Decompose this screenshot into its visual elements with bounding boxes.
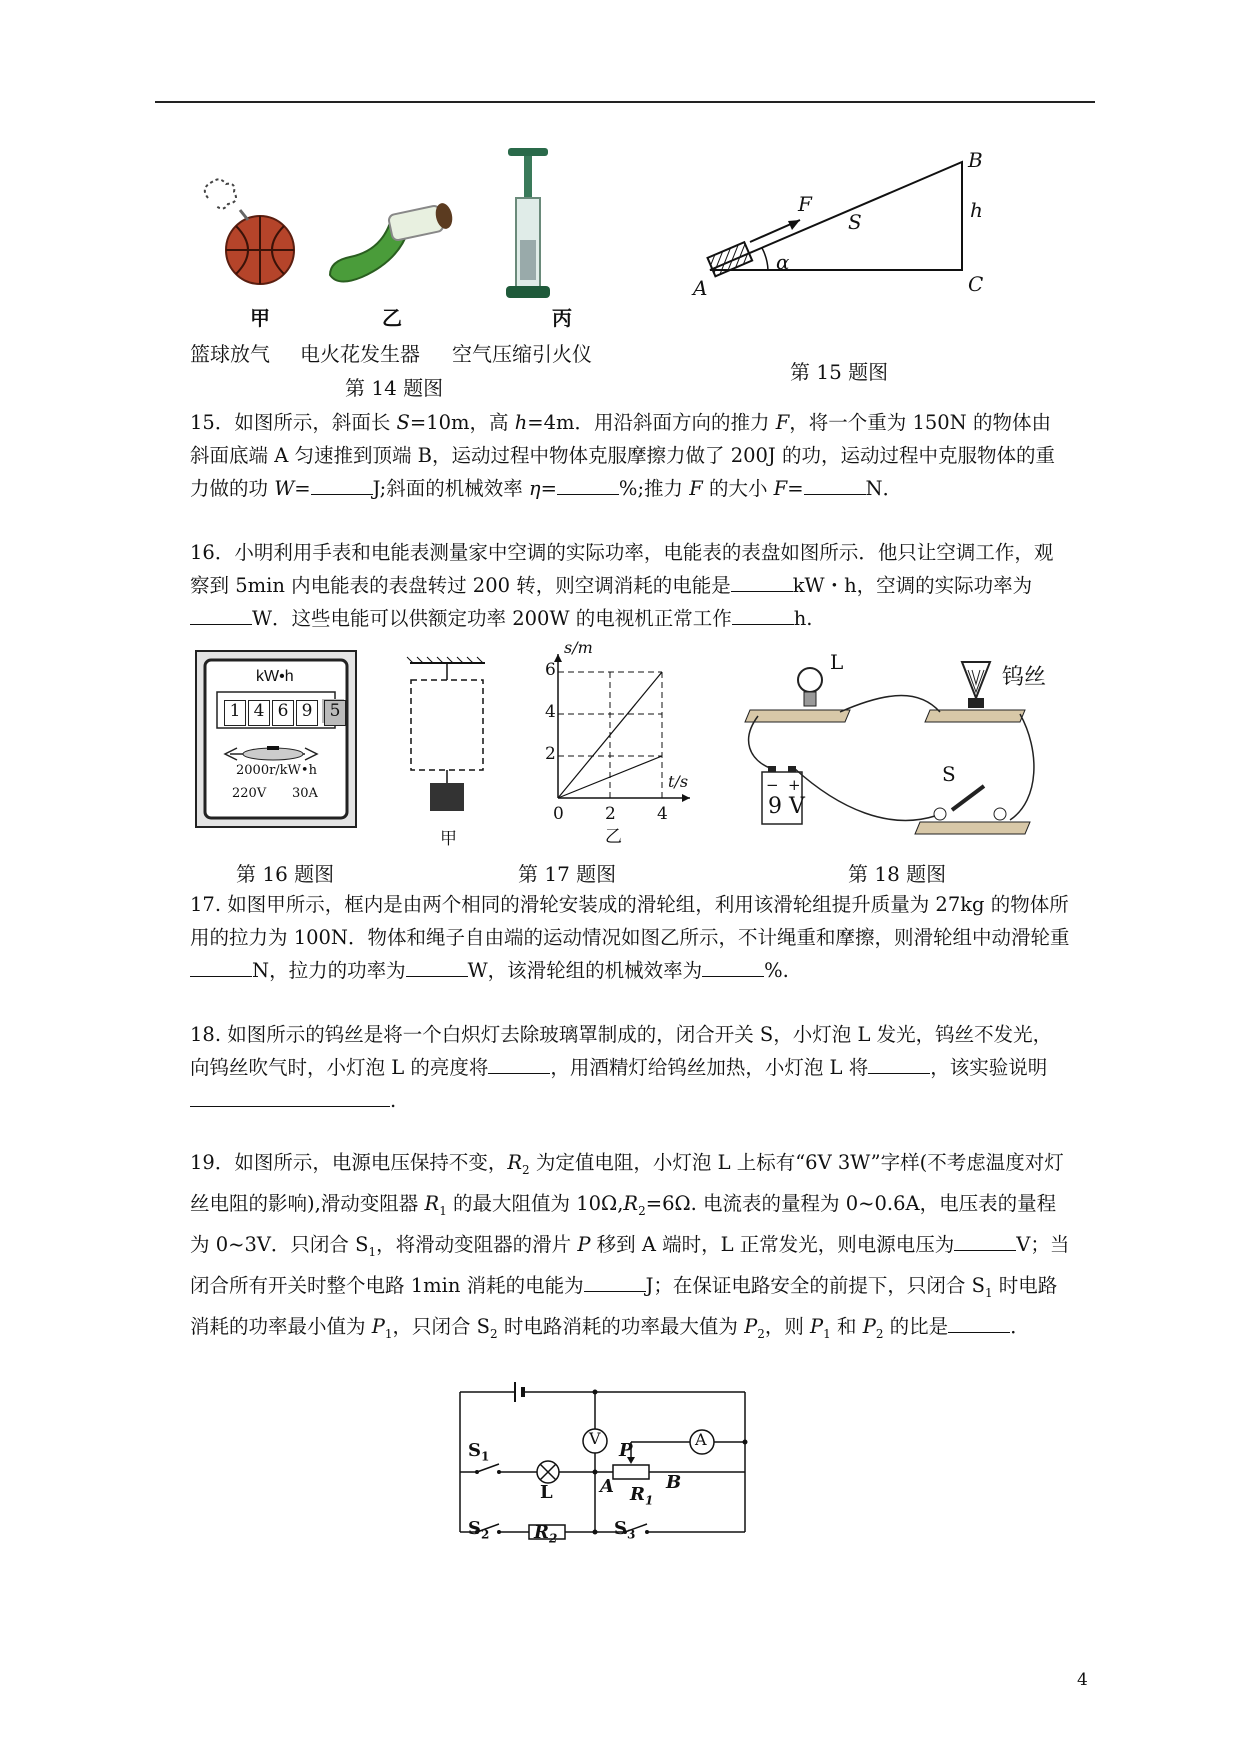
meter-rate: 2000r/kW•h (236, 763, 317, 778)
rheostat-B-end: B (666, 1472, 682, 1493)
question-18: 18. 如图所示的钨丝是将一个白炽灯去除玻璃罩制成的，闭合开关 S，小灯泡 L 发光，钨丝不发光，向钨丝吹气时，小灯泡 L 的亮度将 ，用酒精灯给钨丝加热，小灯泡 L 将 ，该实验说明. (190, 1023, 1053, 1112)
fig18-label-S: S (942, 762, 956, 786)
switch-S1-label: $S_1$ (468, 1440, 490, 1464)
meter-digit: 1 (224, 700, 246, 726)
meter-unit: kW•h (256, 668, 294, 685)
fig14-illustrations (190, 140, 630, 320)
fig17-xtick: 2 (605, 804, 616, 824)
fig17-xtick: 0 (553, 804, 564, 824)
switch-S2-label: $S_2$ (468, 1518, 490, 1542)
voltmeter-label: V (589, 1429, 601, 1448)
answer-blank[interactable] (190, 1088, 390, 1107)
fig17-pulley-system (405, 655, 495, 830)
fig15-label-F: F (798, 192, 812, 216)
meter-digits (224, 700, 346, 726)
answer-blank[interactable] (190, 606, 252, 625)
answer-blank[interactable] (702, 958, 764, 977)
ammeter-label: A (695, 1430, 707, 1449)
fig18-title: 第 18 题图 (848, 862, 947, 886)
fig18-label-L: L (830, 650, 844, 674)
resistor-R2-label: $R_2$ (534, 1522, 558, 1546)
answer-blank[interactable] (868, 1055, 930, 1074)
fig17-label-yi: 乙 (605, 827, 622, 847)
fig17-ytick: 4 (545, 702, 556, 722)
fig15-label-B: B (968, 148, 983, 172)
fig17-title: 第 17 题图 (518, 862, 617, 886)
meter-digit-decimal: 5 (324, 700, 346, 726)
answer-blank[interactable] (190, 958, 252, 977)
question-16: 16．小明利用手表和电能表测量家中空调的实际功率，电能表的表盘如图所示．他只让空调工作，观察到 5min 内电能表的表盘转过 200 转，则空调消耗的电能是 kW・h，空调的实际功率为W．这些电能可以供额定功率 200W 的电视机正常工作 h. (190, 541, 1054, 630)
spark-generator-image (330, 202, 455, 282)
fig16-title: 第 16 题图 (236, 862, 335, 886)
fig17-st-graph (540, 648, 700, 818)
fig17-ytick: 2 (545, 744, 556, 764)
answer-blank[interactable] (732, 606, 794, 625)
fig14-caption-3: 空气压缩引火仪 (452, 342, 592, 366)
meter-current: 30A (292, 786, 318, 801)
answer-blank[interactable] (311, 476, 373, 495)
answer-blank[interactable] (488, 1055, 550, 1074)
fig18-battery-minus: − (766, 776, 779, 794)
meter-digit: 4 (248, 700, 270, 726)
series-rope-end (558, 672, 662, 798)
fig18-label-tungsten: 钨丝 (1002, 665, 1047, 690)
fig15-label-alpha: α (776, 250, 790, 274)
question-19: 19．如图所示，电源电压保持不变，$R_2$ 为定值电阻，小灯泡 L 上标有“6V 3W”字样(不考虑温度对灯丝电阻的影响),滑动变阻器 $R_1$ 的最大阻值为 $10\Omega,R_2=6\Omega$. 电流表的量程为 0~0.6A，电压表的量程为 0~3V．只闭合 $S_1$，将滑动变阻器的滑片 P 移到 A 端时，L 正常发光，则电源电压为 V；当闭合所有开关时整个电路 1min 消耗的电能为 J；在保证电路安全的前提下，只闭合 $S_1$ 时电路消耗的功率最小值为 $P_1$，只闭合 $S_2$ 时电路消耗的功率最大值为 $P_2$，则 $P_1$ 和 $P_2$ 的比是 ． (190, 1151, 1070, 1341)
page-number: 4 (1077, 1670, 1088, 1690)
answer-blank[interactable] (731, 573, 793, 592)
fig15-title: 第 15 题图 (790, 360, 889, 384)
fig15-label-C: C (968, 272, 984, 296)
answer-blank[interactable] (557, 476, 619, 495)
circuit-diagram (455, 1380, 755, 1540)
resistor-R1-label: $R_1$ (630, 1484, 654, 1508)
fig17-label-jia: 甲 (440, 829, 457, 849)
meter-voltage: 220V (232, 786, 267, 801)
rheostat-A-end: A (600, 1476, 614, 1497)
answer-blank[interactable] (948, 1314, 1010, 1333)
answer-blank[interactable] (584, 1273, 646, 1292)
answer-blank[interactable] (804, 476, 866, 495)
fig14-label-yi: 乙 (382, 306, 402, 330)
slider-P-label: P (619, 1440, 633, 1461)
answer-blank[interactable] (406, 958, 468, 977)
fig18-battery-label: 9 V (768, 794, 805, 819)
fig17-xtick: 4 (657, 804, 668, 824)
fig14-title: 第 14 题图 (345, 376, 444, 400)
fig18-battery-plus: + (788, 776, 801, 794)
fig14-label-bing: 丙 (552, 306, 572, 330)
lamp-L-label: L (540, 1482, 553, 1503)
fig17-ylabel: s/m (564, 638, 593, 657)
basketball-image (205, 179, 294, 284)
air-compression-igniter-image (506, 148, 550, 298)
fig17-ytick: 6 (545, 660, 556, 680)
fig17-xlabel: t/s (668, 772, 689, 791)
switch-S3-label: $S_3$ (614, 1518, 636, 1542)
fig14-caption-1: 篮球放气 (190, 342, 270, 366)
answer-blank[interactable] (954, 1232, 1016, 1251)
fig14-caption-2: 电火花发生器 (300, 342, 420, 366)
header-rule (155, 101, 1095, 103)
question-17: 17. 如图甲所示，框内是由两个相同的滑轮安装成的滑轮组，利用该滑轮组提升质量为 27kg 的物体所用的拉力为 100N．物体和绳子自由端的运动情况如图乙所示，不计绳重和摩擦，则滑轮组中动滑轮重N，拉力的功率为 W，该滑轮组的机械效率为 %. (190, 893, 1070, 982)
fig15-label-h: h (970, 198, 983, 222)
meter-digit: 6 (272, 700, 294, 726)
fig14-label-jia: 甲 (250, 306, 270, 330)
meter-digit: 9 (296, 700, 318, 726)
fig15-label-A: A (693, 276, 708, 300)
question-15: 15．如图所示，斜面长 S=10m，高 h=4m．用沿斜面方向的推力 F，将一个重为 150N 的物体由斜面底端 A 匀速推到顶端 B，运动过程中物体克服摩擦力做了 200J 的功，运动过程中克服物体的重力做的功 W= J;斜面的机械效率 η= %;推力 F 的大小 F= N． (190, 411, 1055, 500)
fig15-label-S: S (848, 210, 862, 234)
